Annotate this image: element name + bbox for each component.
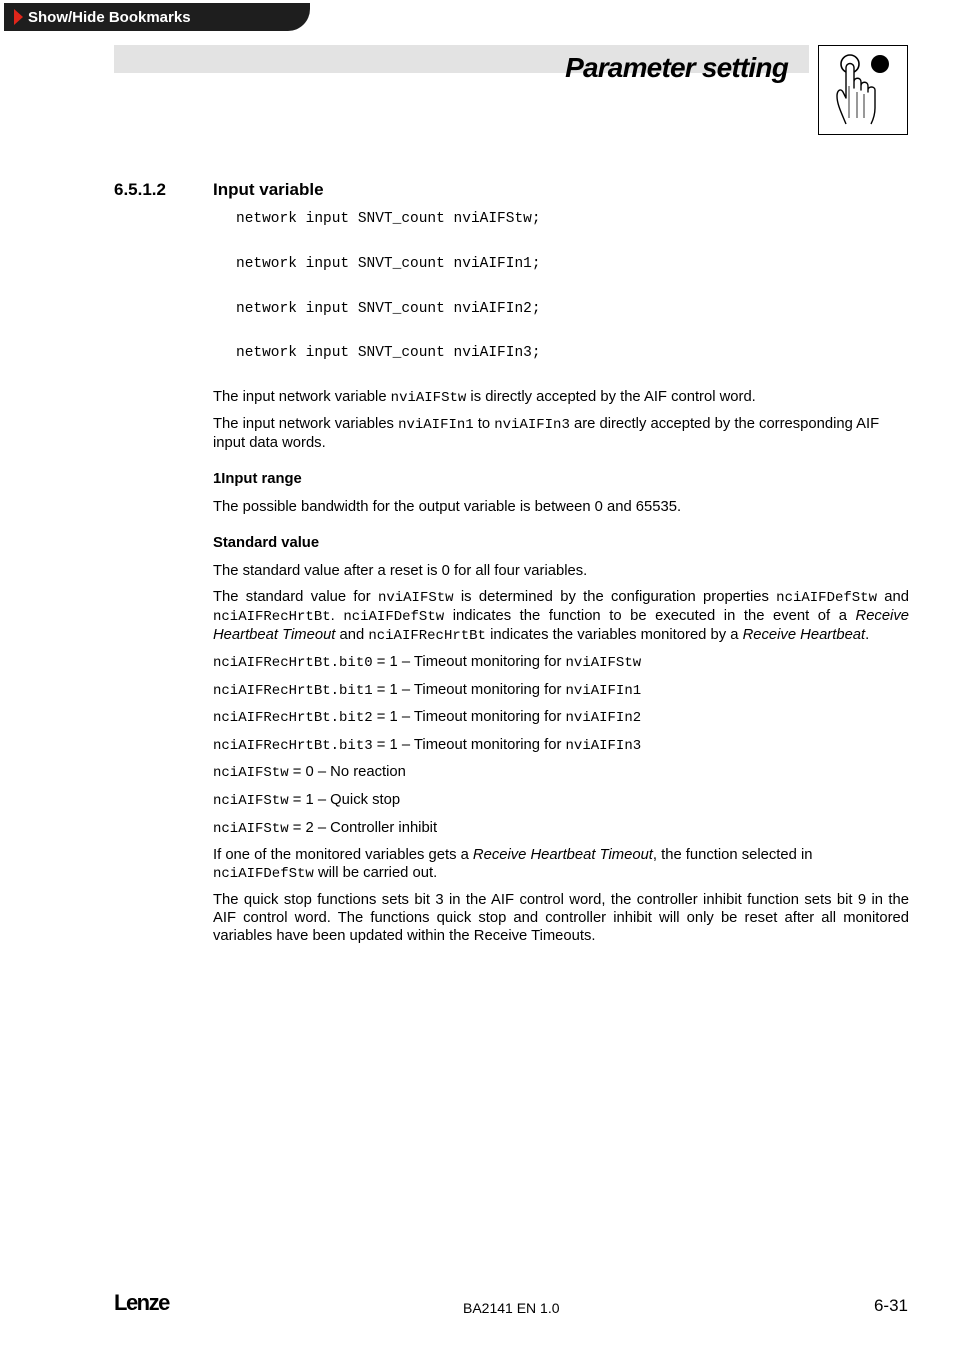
bit-line-3: nciAIFRecHrtBt.bit3 = 1 – Timeout monitoring for nviAIFIn3	[213, 736, 642, 754]
bit-line-2: nciAIFRecHrtBt.bit2 = 1 – Timeout monitoring for nviAIFIn2	[213, 709, 642, 727]
standard-value-heading: Standard value	[213, 535, 320, 551]
document-id: BA2141 EN 1.0	[463, 1300, 560, 1316]
stw-line-1: nciAIFStw = 1 – Quick stop	[213, 791, 401, 809]
input-range-heading: 1Input range	[213, 471, 302, 487]
standard-value-paragraph-2: The standard value for nviAIFStw is determined by the configuration properties nciAIFDefStw and nciAIFRecHrtBt. nciAIFDefStw indicates the function to be executed in the event of a Receive Heartbeat Timeout and nciAIFRecHrtBt indicates the variables monitored by a Receive Heartbeat.	[213, 589, 909, 644]
section-number: 6.5.1.2	[114, 180, 166, 199]
body-text	[213, 388, 909, 953]
show-hide-bookmarks-button[interactable]	[4, 3, 310, 31]
timeout-paragraph: If one of the monitored variables gets a Receive Heartbeat Timeout, the function selected in nciAIFDefStw will be carried out.	[213, 847, 813, 883]
intro-paragraph-2: The input network variables nviAIFIn1 to nviAIFIn3 are directly accepted by the corresponding AIF input data words.	[213, 416, 880, 451]
hand-pressing-buttons-icon	[818, 45, 908, 135]
stw-line-0: nciAIFStw = 0 – No reaction	[213, 764, 406, 782]
section-title: Input variable	[213, 180, 324, 199]
intro-paragraph-1: The input network variable nviAIFStw is directly accepted by the AIF control word.	[213, 389, 756, 406]
standard-value-paragraph-1: The standard value after a reset is 0 for all four variables.	[213, 563, 588, 579]
quickstop-paragraph: The quick stop functions sets bit 3 in the AIF control word, the controller inhibit function sets bit 9 in the AIF control word. The functions quick stop and controller inhibit will only be reset after all monitored variables have been updated within the Receive Timeouts.	[213, 892, 909, 945]
input-range-text: The possible bandwidth for the output variable is between 0 and 65535.	[213, 499, 682, 515]
page-number: 6-31	[873, 1296, 908, 1315]
code-line-in1: network input SNVT_count nviAIFIn1;	[236, 256, 541, 272]
lenze-logo: Lenze	[114, 1290, 169, 1315]
bookmarks-label: Show/Hide Bookmarks	[28, 8, 191, 26]
stw-line-2: nciAIFStw = 2 – Controller inhibit	[213, 819, 438, 837]
bit-line-0: nciAIFRecHrtBt.bit0 = 1 – Timeout monitoring for nviAIFStw	[213, 654, 642, 671]
code-line-in2: network input SNVT_count nviAIFIn2;	[236, 301, 541, 317]
code-line-stw: network input SNVT_count nviAIFStw;	[236, 211, 541, 227]
page-title: Parameter setting	[565, 52, 788, 83]
code-line-in3: network input SNVT_count nviAIFIn3;	[236, 345, 541, 361]
bit-line-1: nciAIFRecHrtBt.bit1 = 1 – Timeout monitoring for nviAIFIn1	[213, 681, 642, 699]
red-triangle-icon	[14, 9, 23, 25]
